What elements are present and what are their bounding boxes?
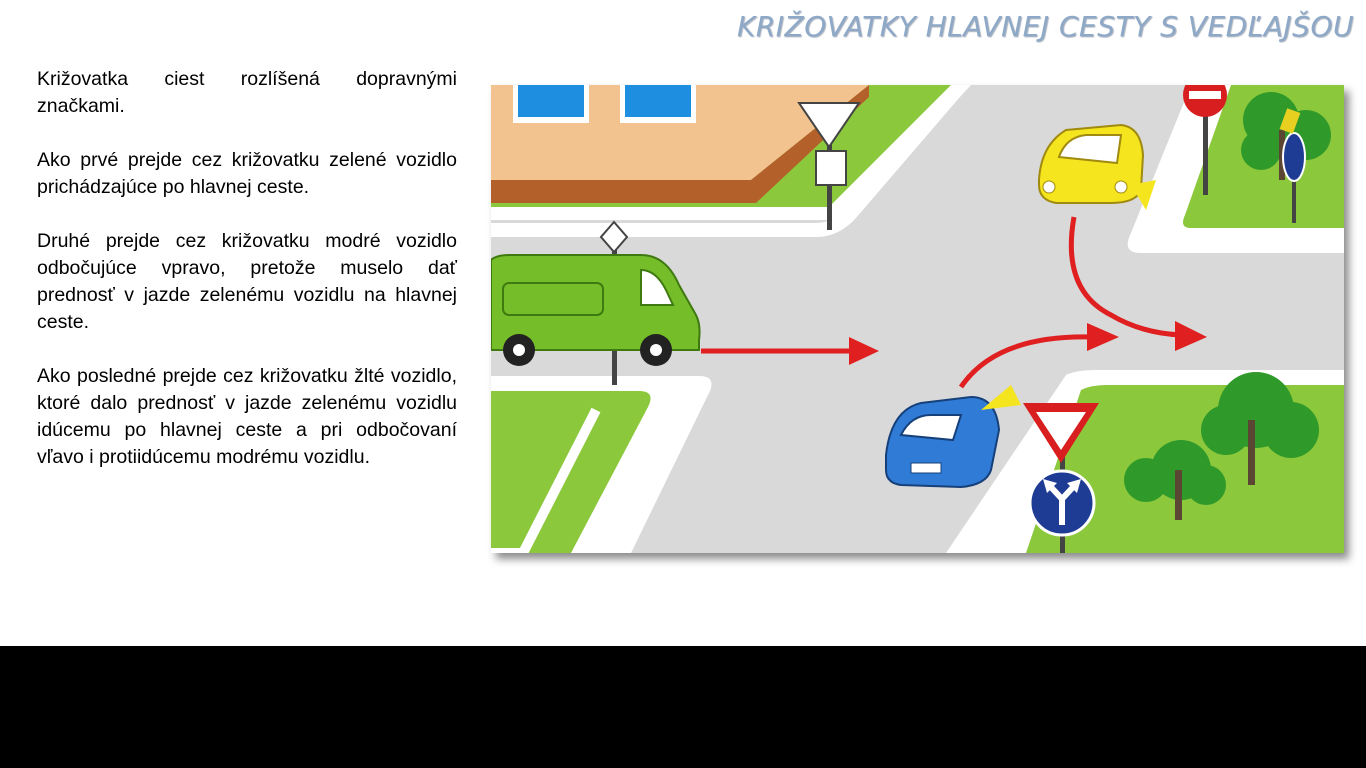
car-icon bbox=[1039, 125, 1156, 210]
slide-title: KRIŽOVATKY HLAVNEJ CESTY S VEDĽAJŠOU bbox=[736, 10, 1354, 43]
intersection-illustration bbox=[491, 85, 1344, 553]
mandatory-direction-sign-icon bbox=[1030, 471, 1094, 535]
intersection-scene bbox=[491, 85, 1344, 553]
paragraph-last-vehicle: Ako posledné prejde cez križovatku žlté vozidlo, ktoré dalo prednosť v jazde zelenému vozidlu idúcemu po hlavnej ceste a pri odbočovaní vľavo i protiidúcemu modrému vozidlu. bbox=[37, 365, 457, 468]
body-text bbox=[37, 66, 457, 498]
paragraph-first-vehicle: Ako prvé prejde cez križovatku zelené vozidlo prichádzajúce po hlavnej ceste. bbox=[37, 149, 457, 198]
paragraph-second-vehicle: Druhé prejde cez križovatku modré vozidlo odbočujúce vpravo, pretože muselo dať prednosť v jazde zelenému vozidlu na hlavnej ceste. bbox=[37, 230, 457, 333]
paragraph-intro: Križovatka ciest rozlíšená dopravnými značkami. bbox=[37, 68, 457, 117]
van-icon bbox=[491, 255, 700, 366]
bottom-black-bar bbox=[0, 646, 1366, 768]
